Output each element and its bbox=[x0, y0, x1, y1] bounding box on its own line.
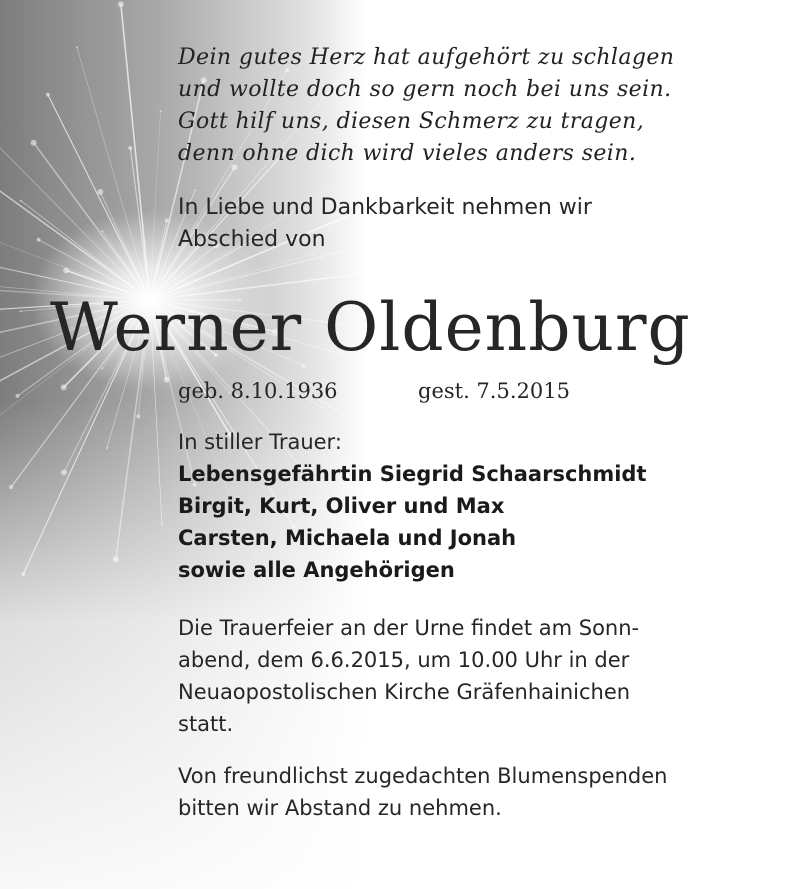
deceased-name: Werner Oldenburg bbox=[50, 289, 691, 366]
mourners-list bbox=[178, 458, 647, 586]
service-line: abend, dem 6.6.2015, um 10.00 Uhr in der bbox=[178, 648, 630, 672]
mourner-line: sowie alle Angehörigen bbox=[178, 558, 455, 582]
mourner-line: Birgit, Kurt, Oliver und Max bbox=[178, 494, 505, 518]
poem-line: und wollte doch so gern noch bei uns sein. bbox=[178, 77, 672, 102]
death-date: gest. 7.5.2015 bbox=[418, 379, 570, 403]
service-line: statt. bbox=[178, 712, 234, 736]
funeral-service-info bbox=[178, 612, 639, 740]
farewell-intro bbox=[178, 192, 592, 256]
mourning-heading bbox=[178, 426, 342, 458]
intro-line: In Liebe und Dankbarkeit nehmen wir bbox=[178, 195, 592, 220]
flower-line: bitten wir Abstand zu nehmen. bbox=[178, 796, 502, 820]
flower-line: Von freundlichst zugedachten Blumenspenden bbox=[178, 764, 668, 788]
birth-date: geb. 8.10.1936 bbox=[178, 379, 338, 403]
mourner-line: Lebensgefährtin Siegrid Schaarschmidt bbox=[178, 462, 647, 486]
poem bbox=[178, 42, 674, 170]
mourner-line: Carsten, Michaela und Jonah bbox=[178, 526, 517, 550]
poem-line: denn ohne dich wird vieles anders sein. bbox=[178, 141, 637, 166]
intro-line: Abschied von bbox=[178, 227, 326, 252]
poem-line: Dein gutes Herz hat aufgehört zu schlagen bbox=[178, 45, 675, 70]
poem-line: Gott hilf uns, diesen Schmerz zu tragen, bbox=[178, 109, 645, 134]
mourning-heading-text: In stiller Trauer: bbox=[178, 430, 342, 454]
service-line: Die Trauerfeier an der Urne findet am Sonn- bbox=[178, 616, 640, 640]
flower-notice bbox=[178, 760, 667, 824]
service-line: Neuaopostolischen Kirche Gräfenhainichen bbox=[178, 680, 631, 704]
